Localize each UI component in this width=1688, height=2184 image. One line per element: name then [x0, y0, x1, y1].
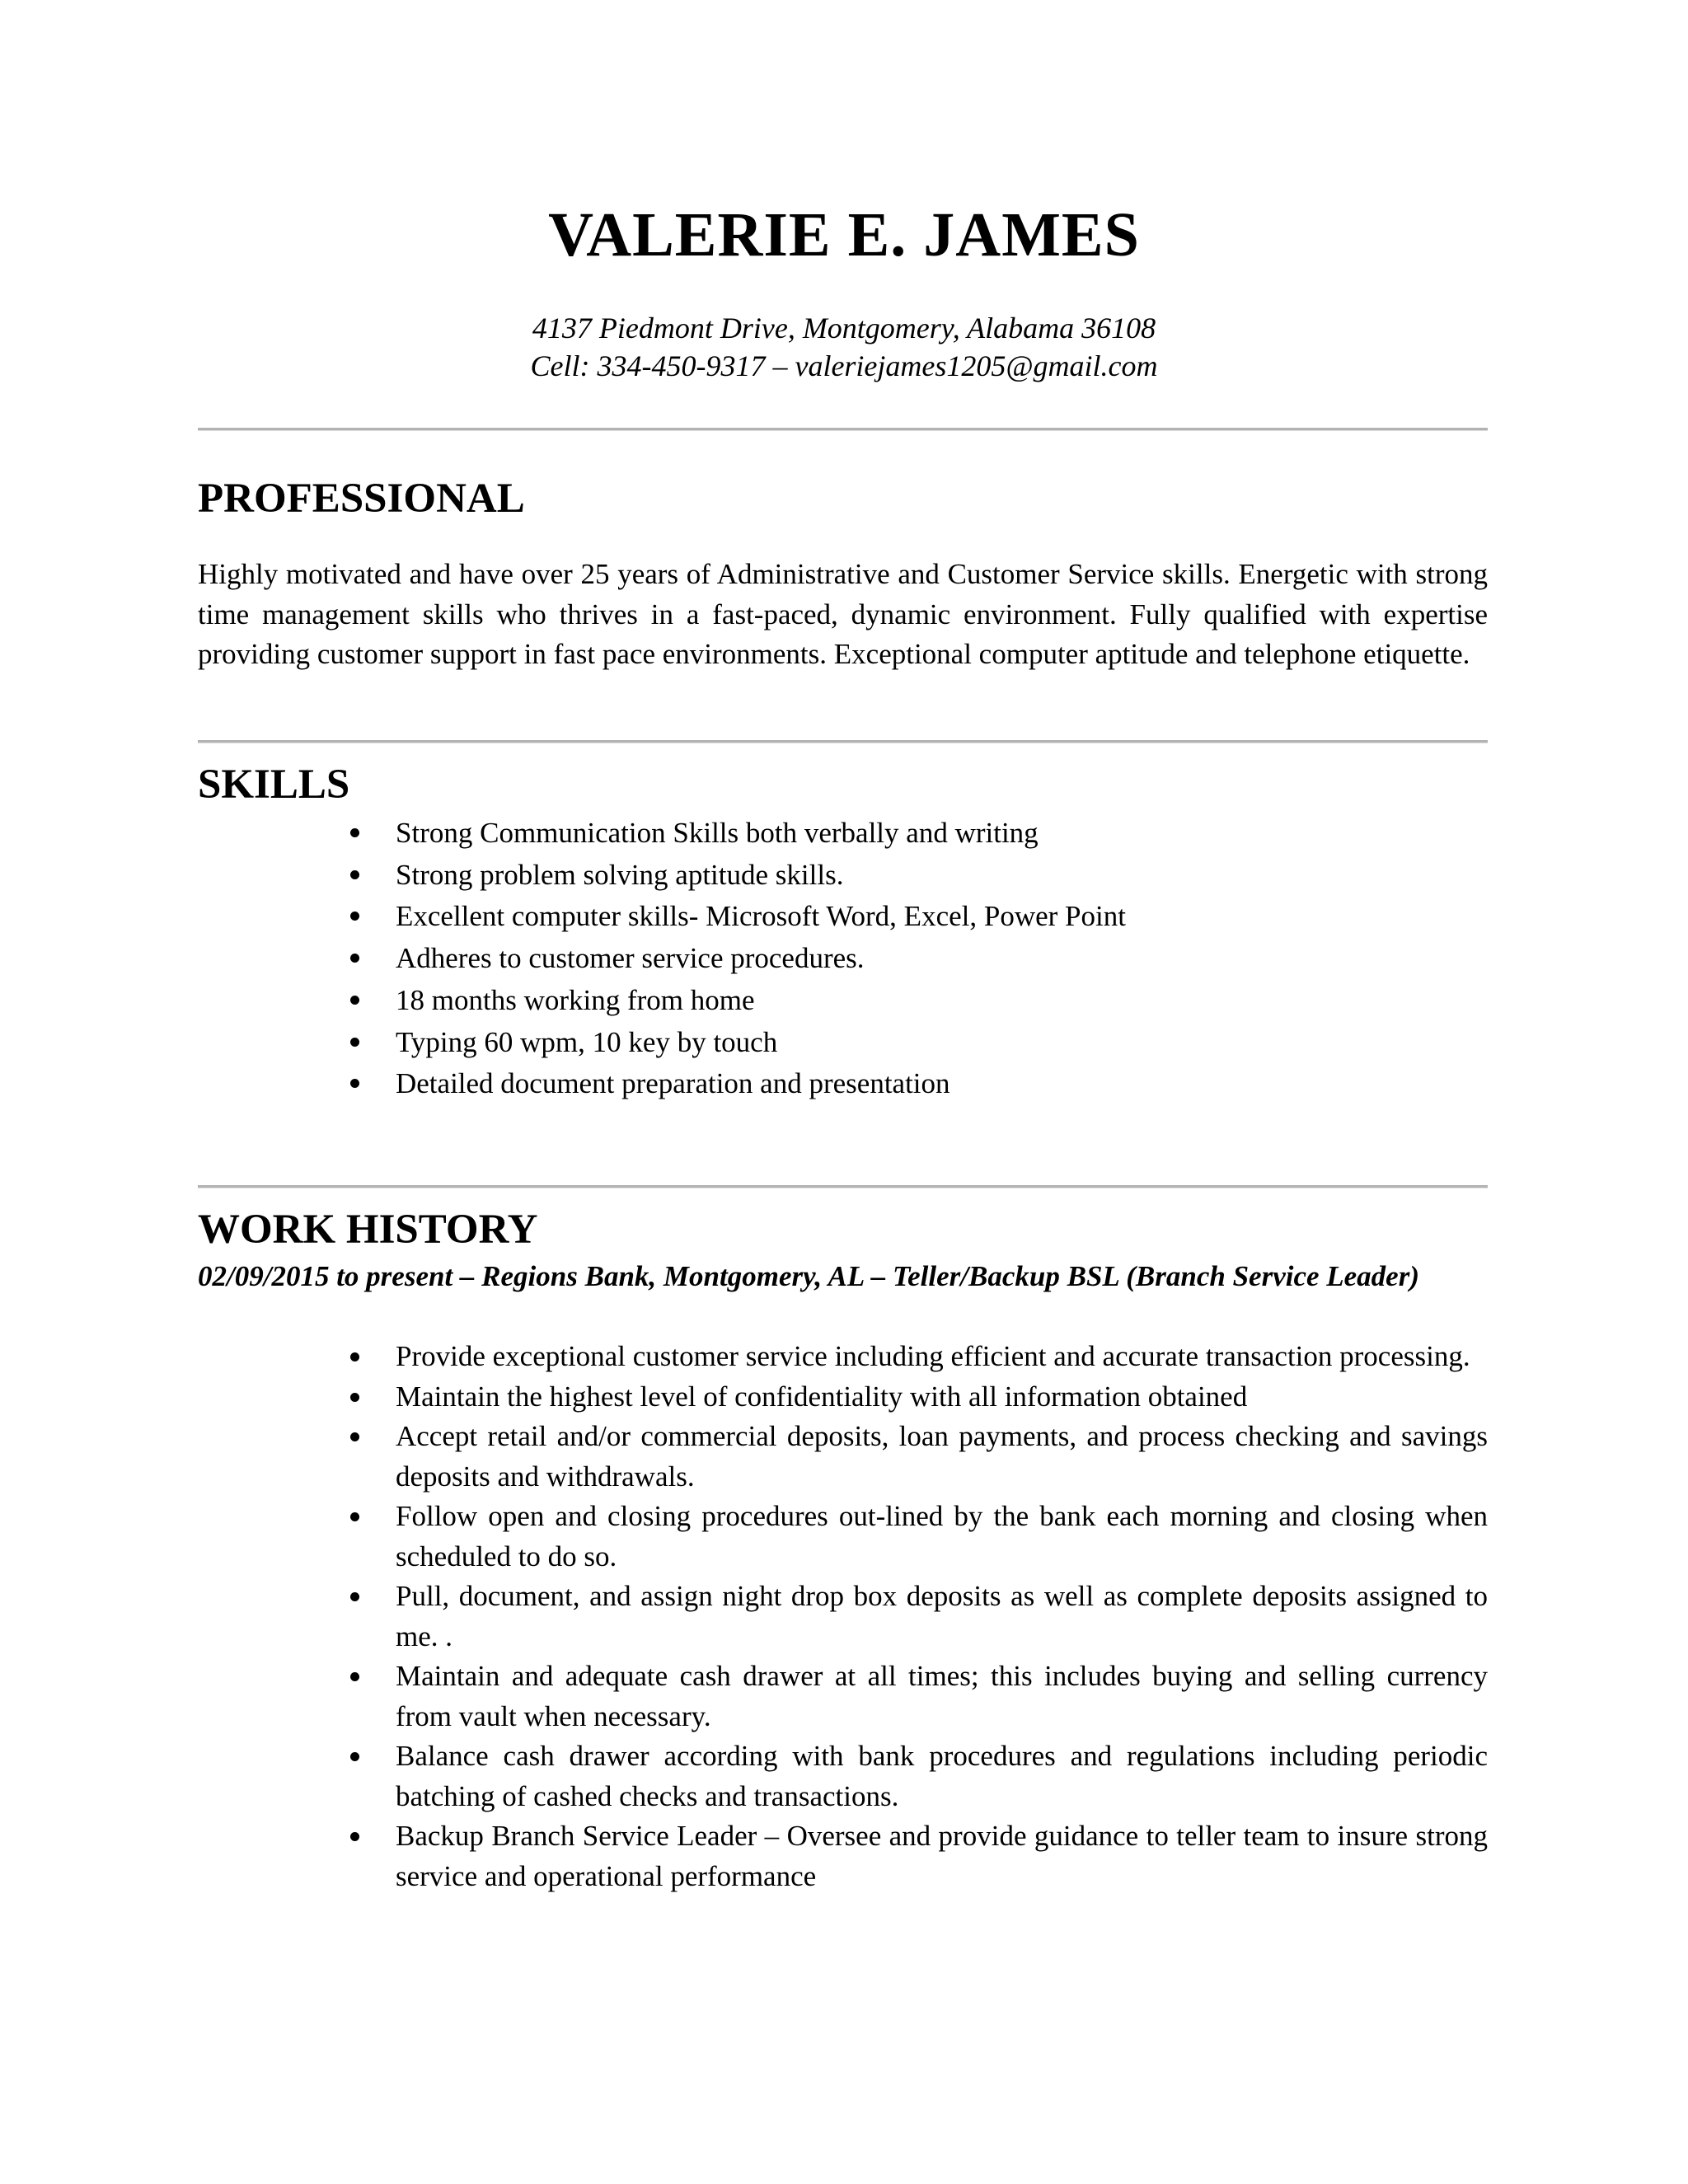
- list-item: [345, 813, 1488, 855]
- duty-text: Maintain the highest level of confidentiality with all information obtained: [396, 1380, 1248, 1413]
- bullet-icon: [350, 912, 359, 921]
- bullet-icon: [350, 1352, 359, 1361]
- duty-text: Provide exceptional customer service including efficient and accurate transaction processing.: [396, 1340, 1470, 1372]
- contact-line: Cell: 334-450-9317 – valeriejames1205@gmail.com: [530, 349, 1158, 382]
- duty-text: Balance cash drawer according with bank procedures and regulations including periodic batching of cashed checks and transactions.: [396, 1740, 1488, 1812]
- bullet-icon: [350, 1592, 359, 1601]
- list-item: [345, 896, 1488, 938]
- skill-text: Detailed document preparation and presentation: [396, 1067, 950, 1100]
- list-item: [345, 1577, 1488, 1657]
- list-item: [345, 980, 1488, 1022]
- section-divider: [198, 740, 1488, 743]
- list-item: [345, 855, 1488, 897]
- list-item: [345, 1063, 1488, 1105]
- bullet-icon: [350, 870, 359, 879]
- list-item: [345, 1736, 1488, 1816]
- list-item: [345, 1417, 1488, 1497]
- address-line: 4137 Piedmont Drive, Montgomery, Alabama 36108: [532, 312, 1156, 344]
- duty-text: Pull, document, and assign night drop box deposits as well as complete deposits assigned to me. .: [396, 1580, 1488, 1652]
- bullet-icon: [350, 1752, 359, 1761]
- bullet-icon: [350, 1432, 359, 1441]
- skill-text: Strong problem solving aptitude skills.: [396, 858, 844, 891]
- bullet-icon: [350, 1393, 359, 1402]
- duty-text: Maintain and adequate cash drawer at all times; this includes buying and selling currency from vault when necessary.: [396, 1660, 1488, 1732]
- skill-text: Strong Communication Skills both verbally and writing: [396, 817, 1039, 849]
- list-item: [345, 938, 1488, 980]
- list-item: [345, 1337, 1488, 1377]
- duty-text: Backup Branch Service Leader – Oversee and provide guidance to teller team to insure strong service and operational performance: [396, 1820, 1488, 1892]
- bullet-icon: [350, 828, 359, 837]
- skill-text: Excellent computer skills- Microsoft Word, Excel, Power Point: [396, 900, 1126, 933]
- duty-text: Accept retail and/or commercial deposits, loan payments, and process checking and savings deposits and withdrawals.: [396, 1420, 1488, 1493]
- list-item: [345, 1497, 1488, 1577]
- list-item: [345, 1657, 1488, 1736]
- professional-summary: Highly motivated and have over 25 years of Administrative and Customer Service skills. Energetic with strong time management skills who thrives in a fast-paced, dynamic environment. Fully qualified with expertise providing customer support in fast pace environments. Exceptional computer aptitude and telephone etiquette.: [198, 558, 1488, 670]
- bullet-icon: [350, 1672, 359, 1681]
- skills-heading: SKILLS: [198, 762, 350, 808]
- professional-heading: PROFESSIONAL: [198, 476, 525, 522]
- section-divider: [198, 428, 1488, 430]
- skill-text: 18 months working from home: [396, 983, 755, 1016]
- list-item: [345, 1377, 1488, 1418]
- candidate-name: VALERIE E. JAMES: [548, 200, 1140, 269]
- skill-text: Typing 60 wpm, 10 key by touch: [396, 1025, 778, 1058]
- bullet-icon: [350, 954, 359, 963]
- duty-text: Follow open and closing procedures out-lined by the bank each morning and closing when scheduled to do so.: [396, 1500, 1488, 1572]
- bullet-icon: [350, 1079, 359, 1088]
- job-title: 02/09/2015 to present – Regions Bank, Montgomery, AL – Teller/Backup BSL (Branch Service Leader): [198, 1260, 1419, 1292]
- bullet-icon: [350, 996, 359, 1005]
- work-history-heading: WORK HISTORY: [198, 1207, 538, 1253]
- skills-list: [345, 813, 1488, 1105]
- bullet-icon: [350, 1832, 359, 1841]
- duties-list: [345, 1337, 1488, 1896]
- bullet-icon: [350, 1038, 359, 1047]
- skill-text: Adheres to customer service procedures.: [396, 942, 865, 975]
- list-item: [345, 1816, 1488, 1896]
- bullet-icon: [350, 1512, 359, 1521]
- list-item: [345, 1022, 1488, 1064]
- section-divider: [198, 1185, 1488, 1188]
